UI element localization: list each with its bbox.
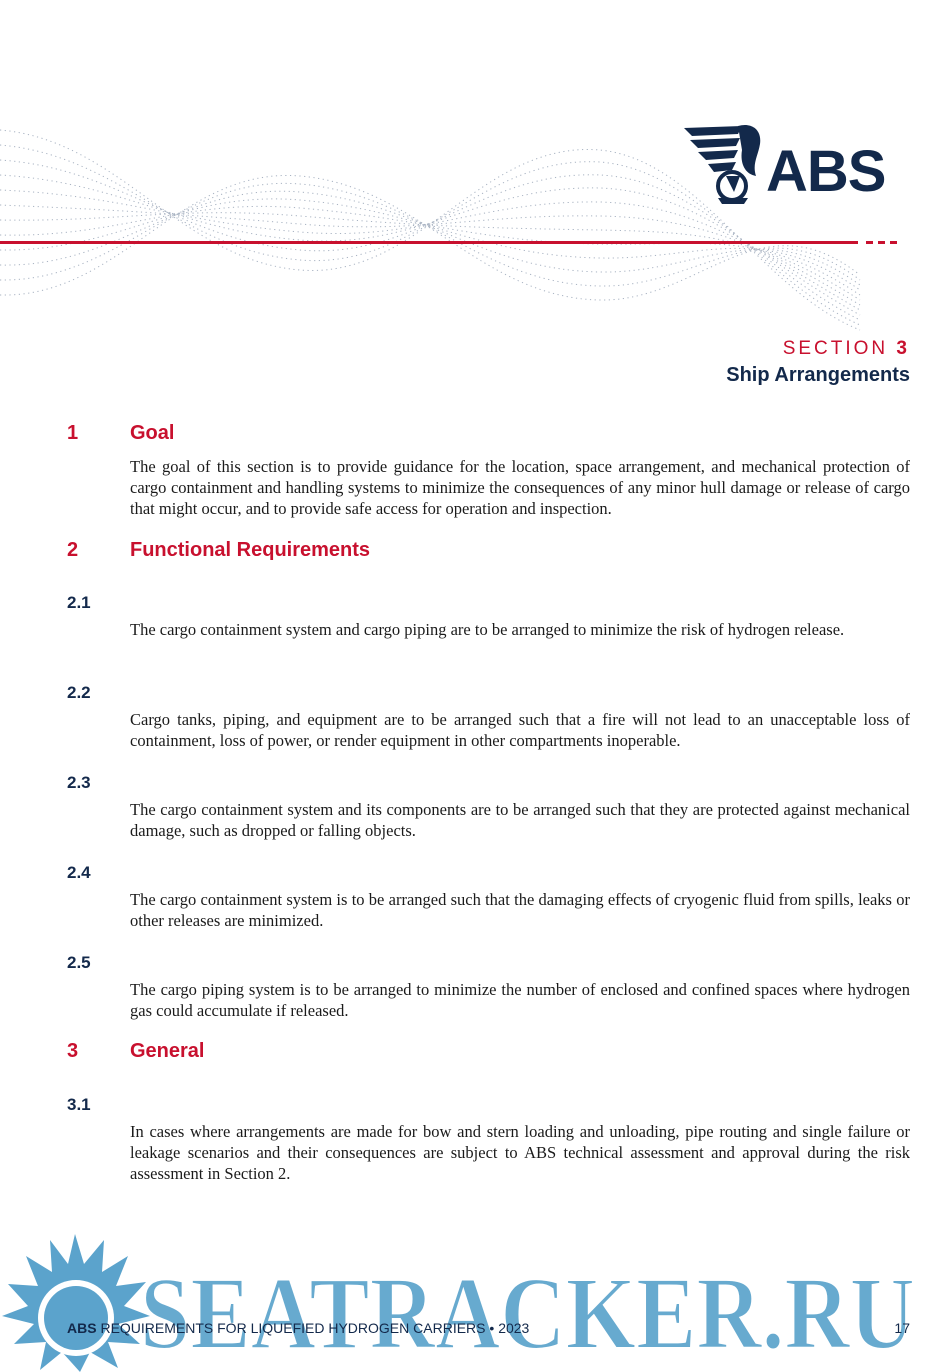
paragraph-2-1: The cargo containment system and cargo piping are to be arranged to minimize the risk of hydrogen release.: [130, 620, 845, 639]
abs-logo-text: ABS: [766, 139, 886, 204]
paragraph-2-4: The cargo containment system is to be arranged such that the damaging effects of cryogenic fluid from spills, leaks or other releases are minimized.: [130, 890, 910, 930]
subheading-2-3: 2.3: [67, 773, 91, 792]
page-number: 17: [894, 1320, 910, 1336]
footer-brand: ABS: [67, 1320, 97, 1336]
seatracker-watermark: [0, 1232, 930, 1372]
watermark-text: SEATRACKER.RU: [140, 1256, 915, 1371]
header-rule: [0, 241, 858, 244]
section-title: Ship Arrangements: [726, 364, 910, 386]
paragraph-3-1: In cases where arrangements are made for bow and stern loading and unloading, pipe routing and single failure or leakage scenarios and their consequences are subject to ABS technical assessment and approval during the risk assessment in Section 2.: [130, 1122, 910, 1183]
heading-number: 1: [67, 422, 79, 444]
section-label: SECTION 3: [782, 338, 910, 359]
subheading-2-4: 2.4: [67, 863, 91, 882]
subheading-2-2: 2.2: [67, 683, 91, 702]
heading-title: Goal: [130, 422, 175, 444]
heading-number: 2: [67, 539, 79, 561]
heading-title: Functional Requirements: [130, 539, 371, 561]
footer-year: 2023: [498, 1320, 530, 1336]
header-rule-dash: [878, 241, 885, 244]
paragraph-2-3: The cargo containment system and its components are to be arranged such that they are protected against mechanical damage, such as dropped or falling objects.: [130, 800, 910, 840]
header-rule-dash: [890, 241, 897, 244]
subheading-2-1: 2.1: [67, 593, 91, 612]
footer-separator: •: [489, 1320, 495, 1336]
paragraph-2-5: The cargo piping system is to be arranged to minimize the number of enclosed and confined spaces where hydrogen gas could accumulate if released.: [130, 980, 910, 1020]
subheading-2-5: 2.5: [67, 953, 91, 972]
footer-doc-title: REQUIREMENTS FOR LIQUEFIED HYDROGEN CARRIERS: [100, 1320, 486, 1336]
heading-title: General: [130, 1040, 205, 1062]
heading-number: 3: [67, 1040, 79, 1062]
header-rule-dash: [866, 241, 873, 244]
goal-paragraph: The goal of this section is to provide guidance for the location, space arrangement, and mechanical protection of cargo containment and handling systems to minimize the consequences of any minor hull damage or release of cargo that might occur, and to provide safe access for operation and inspection.: [130, 457, 910, 518]
paragraph-2-2: Cargo tanks, piping, and equipment are to be arranged such that a fire will not lead to an unacceptable loss of containment, loss of power, or render equipment in other compartments inoperable.: [130, 710, 910, 750]
page-footer: [67, 1320, 910, 1340]
subheading-3-1: 3.1: [67, 1095, 91, 1114]
